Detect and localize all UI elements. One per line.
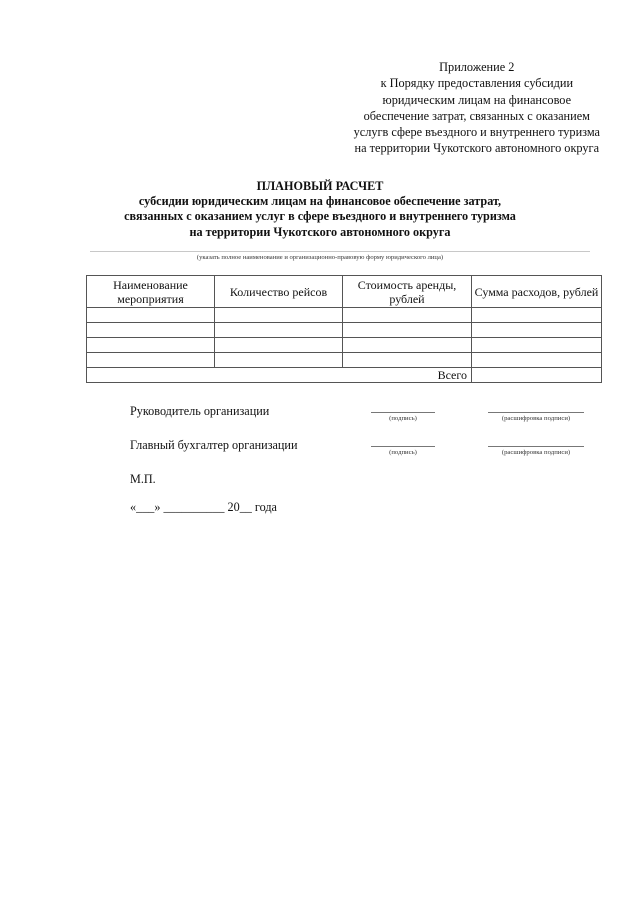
table-cell[interactable] <box>472 308 602 323</box>
table-cell[interactable] <box>343 353 472 368</box>
appendix-line: Приложение 2 <box>439 60 515 74</box>
table-cell[interactable] <box>87 338 215 353</box>
document-title <box>0 179 640 240</box>
appendix-line: на территории Чукотского автономного округа <box>354 141 600 156</box>
signature-decode-line[interactable] <box>488 446 584 447</box>
signature-line[interactable] <box>371 446 435 447</box>
table-cell[interactable] <box>472 338 602 353</box>
organization-name-hint: (указать полное наименование и организационно-правовую форму юридического лица) <box>196 254 444 261</box>
appendix-line: обеспечение затрат, связанных с оказанием <box>363 108 590 123</box>
signature-hint: (подпись) <box>389 415 417 422</box>
plan-table <box>86 275 602 383</box>
table-cell[interactable] <box>87 353 215 368</box>
table-row <box>87 308 602 323</box>
table-cell[interactable] <box>215 323 343 338</box>
header-event-name: Наименование мероприятия <box>87 276 215 308</box>
title-line: ПЛАНОВЫЙ РАСЧЕТ <box>256 179 384 193</box>
table-row <box>87 353 602 368</box>
organization-name-line[interactable] <box>90 251 590 252</box>
signature-decode-hint: (расшифровка подписи) <box>501 449 571 456</box>
total-value-cell[interactable] <box>472 368 602 383</box>
table-cell[interactable] <box>343 338 472 353</box>
table-cell[interactable] <box>472 323 602 338</box>
appendix-line: услугв сфере въездного и внутреннего туризма <box>353 125 600 140</box>
header-rent-cost: Стоимость аренды, рублей <box>343 276 472 308</box>
header-trip-count: Количество рейсов <box>215 276 343 308</box>
total-label: Всего <box>87 368 472 383</box>
appendix-line: к Порядку предоставления субсидии <box>380 76 574 91</box>
table-cell[interactable] <box>87 308 215 323</box>
table-header-row <box>87 276 602 308</box>
signature-decode-line[interactable] <box>488 412 584 413</box>
signature-label: Главный бухгалтер организации <box>130 438 298 452</box>
table-cell[interactable] <box>87 323 215 338</box>
table-total-row <box>87 368 602 383</box>
table-cell[interactable] <box>215 353 343 368</box>
title-line: на территории Чукотского автономного округа <box>189 224 451 239</box>
table-cell[interactable] <box>343 308 472 323</box>
date-line[interactable]: «___» __________ 20__ года <box>130 500 277 514</box>
signature-hint: (подпись) <box>389 449 417 456</box>
table-cell[interactable] <box>472 353 602 368</box>
appendix-header <box>354 59 600 157</box>
stamp-mark: М.П. <box>130 472 156 486</box>
signature-line[interactable] <box>371 412 435 413</box>
title-line: связанных с оказанием услуг в сфере въездного и внутреннего туризма <box>124 209 516 224</box>
table-cell[interactable] <box>343 323 472 338</box>
signature-label: Руководитель организации <box>130 404 270 418</box>
title-line: субсидии юридическим лицам на финансовое обеспечение затрат, <box>138 194 502 209</box>
appendix-line: юридическим лицам на финансовое <box>382 92 572 107</box>
table-cell[interactable] <box>215 308 343 323</box>
table-row <box>87 323 602 338</box>
signature-decode-hint: (расшифровка подписи) <box>501 415 571 422</box>
table-cell[interactable] <box>215 338 343 353</box>
table-row <box>87 338 602 353</box>
header-expense-sum: Сумма расходов, рублей <box>472 276 602 308</box>
